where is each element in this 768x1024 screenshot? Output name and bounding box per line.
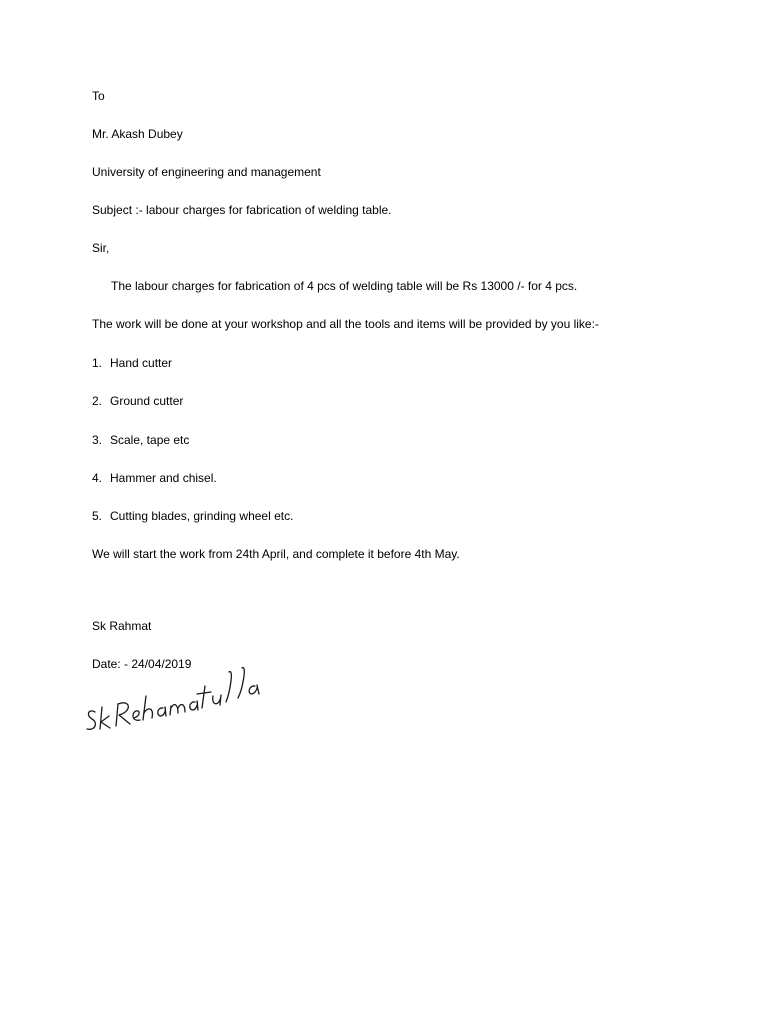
list-item-number: 1. bbox=[92, 356, 103, 370]
list-item-text: Cutting blades, grinding wheel etc. bbox=[110, 509, 294, 523]
recipient-name: Mr. Akash Dubey bbox=[92, 127, 183, 141]
body-paragraph-tools: The work will be done at your workshop and all the tools and items will be provided by you like:- bbox=[92, 317, 599, 331]
handwritten-signature bbox=[78, 652, 268, 742]
subject-line: Subject :- labour charges for fabrication of welding table. bbox=[92, 203, 392, 217]
list-item-text: Scale, tape etc bbox=[110, 433, 190, 447]
list-item-text: Hammer and chisel. bbox=[110, 471, 217, 485]
list-item bbox=[92, 393, 183, 409]
institution-name: University of engineering and management bbox=[92, 165, 321, 179]
date-line: Date: - 24/04/2019 bbox=[92, 657, 192, 671]
sender-name: Sk Rahmat bbox=[92, 619, 152, 633]
to-line: To bbox=[92, 89, 105, 103]
list-item-number: 2. bbox=[92, 394, 103, 408]
list-item-number: 4. bbox=[92, 471, 103, 485]
schedule-line: We will start the work from 24th April, and complete it before 4th May. bbox=[92, 547, 460, 561]
list-item bbox=[92, 508, 293, 524]
list-item-number: 3. bbox=[92, 433, 103, 447]
salutation: Sir, bbox=[92, 241, 110, 255]
list-item-number: 5. bbox=[92, 509, 103, 523]
list-item bbox=[92, 432, 189, 448]
list-item bbox=[92, 355, 172, 371]
list-item-text: Hand cutter bbox=[110, 356, 173, 370]
list-item-text: Ground cutter bbox=[110, 394, 184, 408]
list-item bbox=[92, 470, 217, 486]
body-paragraph-charges: The labour charges for fabrication of 4 pcs of welding table will be Rs 13000 /- for 4 pcs. bbox=[111, 279, 578, 293]
